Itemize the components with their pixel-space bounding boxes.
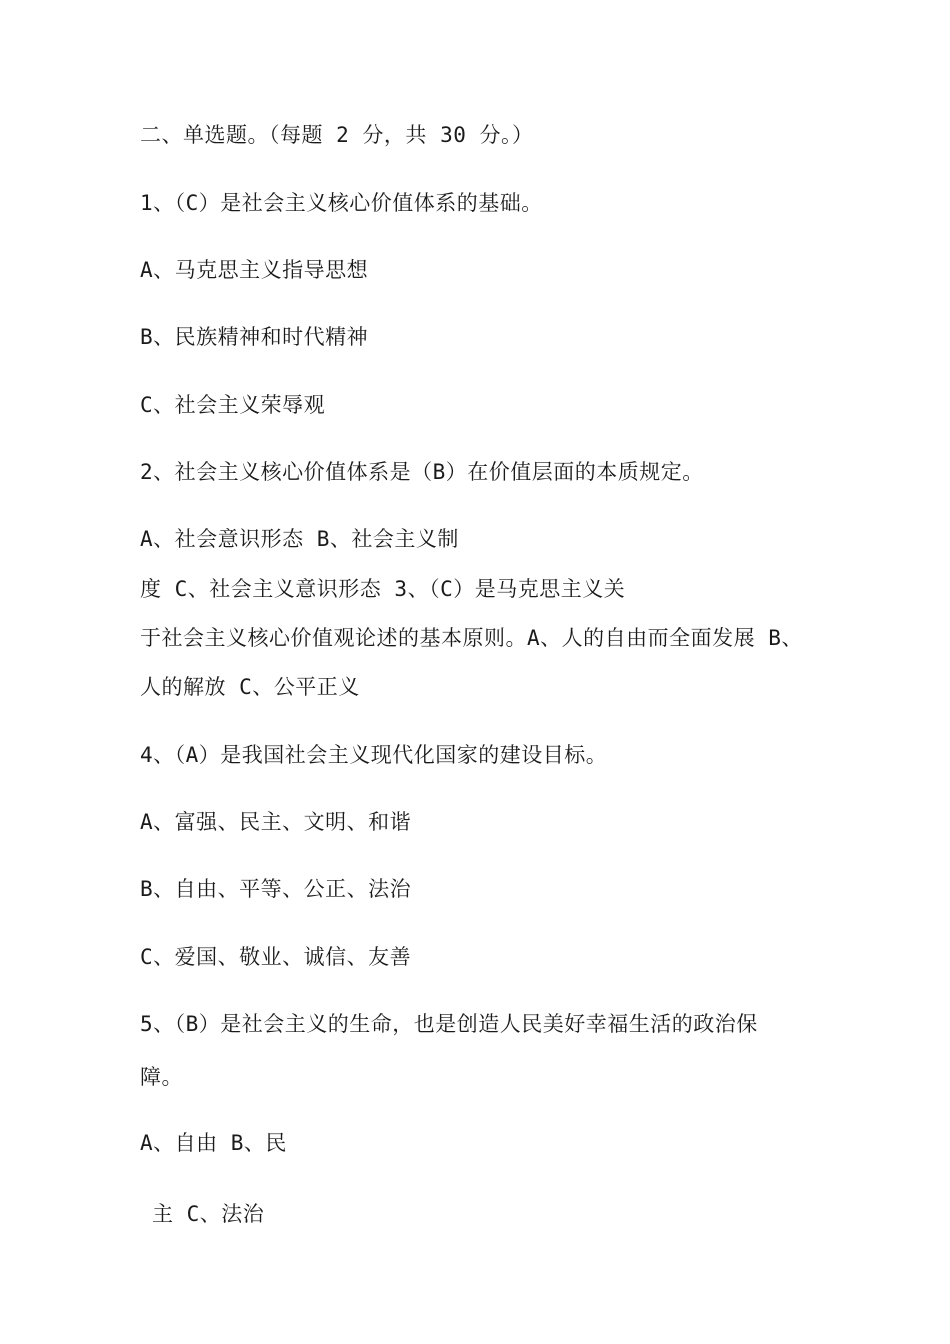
question-5-options-line-2: 主 C、法治	[152, 1202, 265, 1226]
question-1-option-a: A、马克思主义指导思想	[140, 258, 369, 282]
question-4: 4、（A）是我国社会主义现代化国家的建设目标。	[140, 743, 608, 767]
section-heading: 二、单选题。（每题 2 分，共 30 分。）	[140, 123, 534, 147]
question-5-line-2: 障。	[140, 1065, 183, 1089]
question-1: 1、（C）是社会主义核心价值体系的基础。	[140, 191, 543, 215]
question-1-option-b: B、民族精神和时代精神	[140, 325, 369, 349]
question-3-line-2: 人的解放 C、公平正义	[140, 675, 360, 699]
question-2-options-line-2: 度 C、社会主义意识形态 3、（C）是马克思主义关	[140, 577, 626, 601]
question-5-line-1: 5、（B）是社会主义的生命，也是创造人民美好幸福生活的政治保	[140, 1012, 758, 1036]
question-4-option-b: B、自由、平等、公正、法治	[140, 877, 412, 901]
question-1-option-c: C、社会主义荣辱观	[140, 393, 326, 417]
question-2-options-line-1: A、社会意识形态 B、社会主义制	[140, 527, 459, 551]
question-3-line-1: 于社会主义核心价值观论述的基本原则。A、人的自由而全面发展 B、	[140, 626, 803, 650]
question-5-options-line-1: A、自由 B、民	[140, 1131, 287, 1155]
question-4-option-a: A、富强、民主、文明、和谐	[140, 810, 412, 834]
question-2: 2、社会主义核心价值体系是（B）在价值层面的本质规定。	[140, 460, 704, 484]
question-4-option-c: C、爱国、敬业、诚信、友善	[140, 945, 412, 969]
